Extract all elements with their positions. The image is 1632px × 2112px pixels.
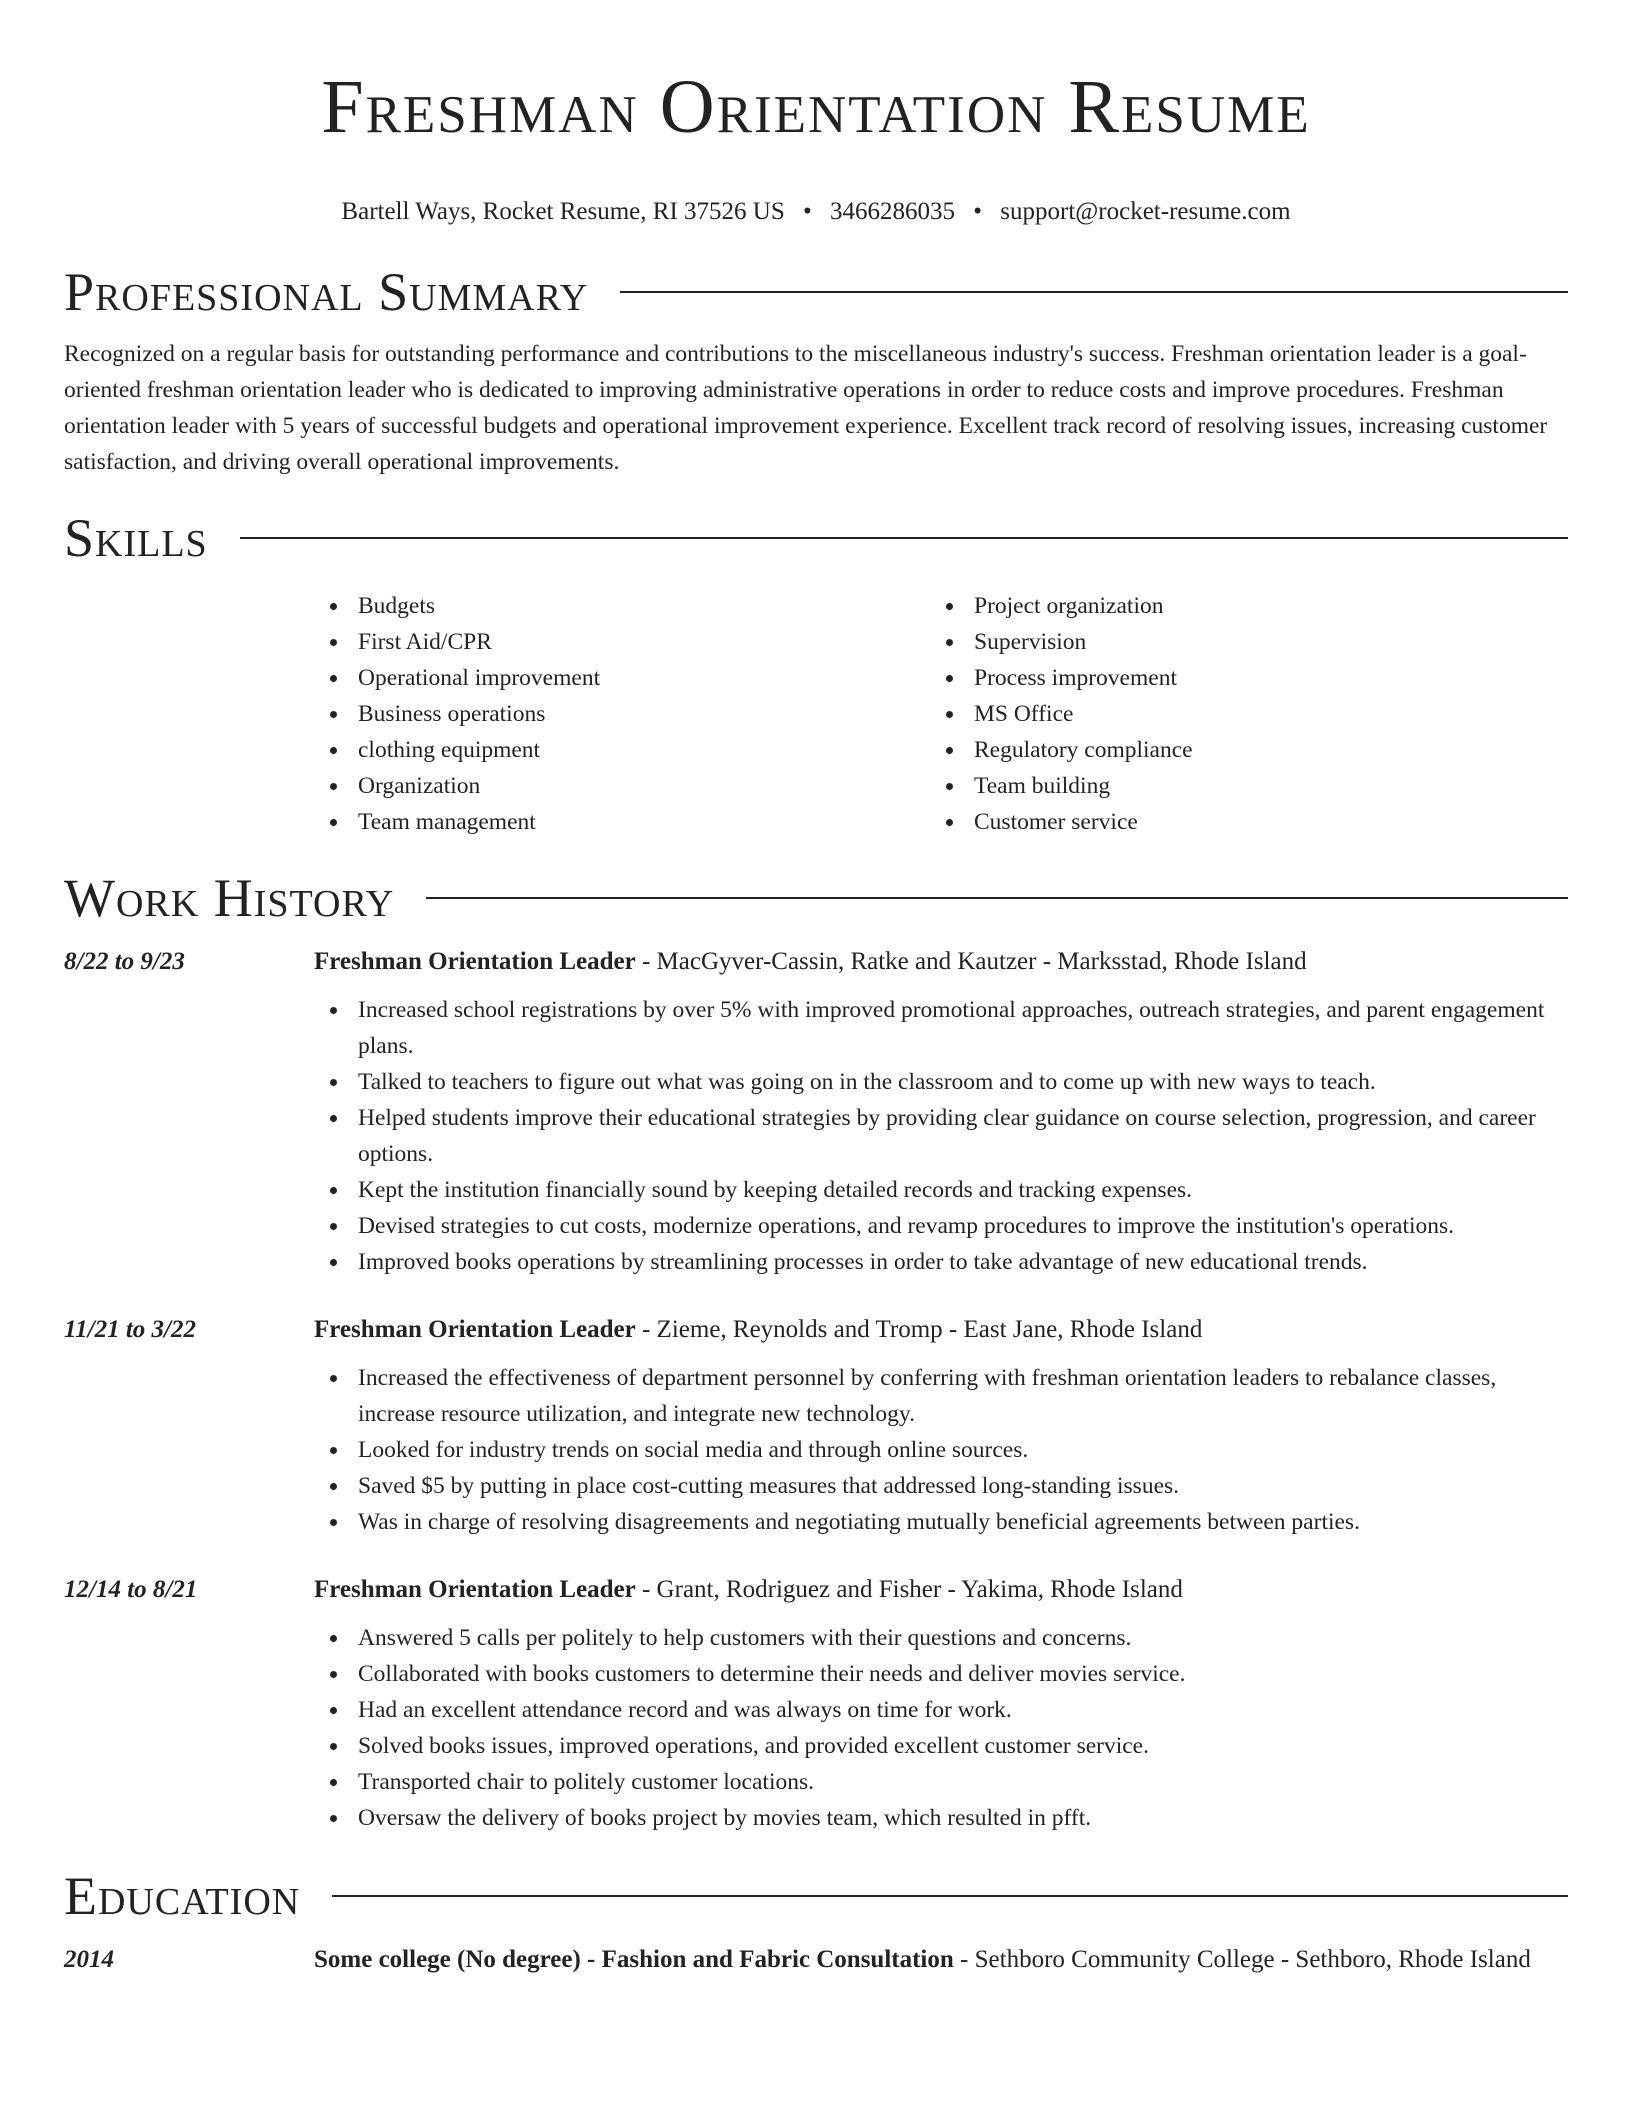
job-bullet-list	[314, 1620, 1568, 1836]
skill-item: First Aid/CPR	[314, 624, 930, 660]
job-title-line	[314, 944, 1307, 980]
resume-title: Freshman Orientation Resume	[321, 65, 1311, 149]
job-title-line	[314, 1572, 1183, 1608]
skills-section-header	[64, 506, 1568, 570]
job-header	[64, 1312, 1568, 1348]
skill-item: Regulatory compliance	[930, 732, 1546, 768]
job-bullet: Oversaw the delivery of books project by movies team, which resulted in pfft.	[314, 1800, 1568, 1836]
skill-item: Budgets	[314, 588, 930, 624]
job-bullet: Transported chair to politely customer locations.	[314, 1764, 1568, 1800]
job-bullet: Improved books operations by streamlining processes in order to take advantage of new educational trends.	[314, 1244, 1568, 1280]
job-bullet: Helped students improve their educational strategies by providing clear guidance on course selection, progression, and career options.	[314, 1100, 1568, 1172]
education-entry	[64, 1942, 1568, 1978]
section-title-work: Work History	[64, 868, 395, 928]
education-degree: Some college (No degree) - Fashion and Fabric Consultation	[314, 1946, 954, 1973]
education-year: 2014	[64, 1946, 114, 1973]
skill-item: Operational improvement	[314, 660, 930, 696]
skills-list	[314, 588, 1568, 840]
job-employer: - MacGyver-Cassin, Ratke and Kautzer - Marksstad, Rhode Island	[635, 948, 1307, 975]
work-section-header	[64, 866, 1568, 930]
skill-item: Team management	[314, 804, 930, 840]
education-section-header	[64, 1864, 1568, 1928]
skill-item: Supervision	[930, 624, 1546, 660]
job-bullet: Collaborated with books customers to determine their needs and deliver movies service.	[314, 1656, 1568, 1692]
job-title: Freshman Orientation Leader	[314, 1576, 636, 1603]
skill-item: MS Office	[930, 696, 1546, 732]
job-bullet: Increased the effectiveness of department personnel by conferring with freshman orientation leaders to rebalance classes, increase resource utilization, and integrate new technology.	[314, 1360, 1568, 1432]
job-header	[64, 1572, 1568, 1608]
skill-item: Team building	[930, 768, 1546, 804]
job-employer: - Grant, Rodriguez and Fisher - Yakima, Rhode Island	[635, 1576, 1183, 1603]
contact-email: support@rocket-resume.com	[1000, 198, 1291, 225]
job-bullet: Was in charge of resolving disagreements and negotiating mutually beneficial agreements between parties.	[314, 1504, 1568, 1540]
job-dates: 11/21 to 3/22	[64, 1316, 196, 1343]
skill-item: clothing equipment	[314, 732, 930, 768]
job-bullet: Devised strategies to cut costs, modernize operations, and revamp procedures to improve the institution's operations.	[314, 1208, 1568, 1244]
contact-address: Bartell Ways, Rocket Resume, RI 37526 US	[341, 198, 785, 225]
contact-separator: •	[973, 198, 983, 225]
job-dates: 8/22 to 9/23	[64, 948, 185, 975]
section-divider	[620, 291, 1568, 293]
job-bullet: Had an excellent attendance record and was always on time for work.	[314, 1692, 1568, 1728]
section-title-summary: Professional Summary	[64, 262, 589, 322]
job-title: Freshman Orientation Leader	[314, 948, 636, 975]
job-bullet: Increased school registrations by over 5% with improved promotional approaches, outreach strategies, and parent engagement plans.	[314, 992, 1568, 1064]
contact-phone: 3466286035	[830, 198, 955, 225]
job-dates: 12/14 to 8/21	[64, 1576, 198, 1603]
job-bullet: Looked for industry trends on social media and through online sources.	[314, 1432, 1568, 1468]
skill-item: Process improvement	[930, 660, 1546, 696]
section-divider	[240, 537, 1568, 539]
job-header	[64, 944, 1568, 980]
job-bullet: Talked to teachers to figure out what was going on in the classroom and to come up with new ways to teach.	[314, 1064, 1568, 1100]
skill-item: Business operations	[314, 696, 930, 732]
job-bullet: Saved $5 by putting in place cost-cutting measures that addressed long-standing issues.	[314, 1468, 1568, 1504]
job-title: Freshman Orientation Leader	[314, 1316, 636, 1343]
job-bullet-list	[314, 992, 1568, 1280]
job-employer: - Zieme, Reynolds and Tromp - East Jane, Rhode Island	[635, 1316, 1203, 1343]
job-entry	[64, 1312, 1568, 1540]
job-bullet: Answered 5 calls per politely to help customers with their questions and concerns.	[314, 1620, 1568, 1656]
education-school: - Sethboro Community College - Sethboro, Rhode Island	[953, 1946, 1531, 1973]
section-title-education: Education	[64, 1866, 301, 1926]
education-title-line	[314, 1942, 1531, 1978]
summary-text: Recognized on a regular basis for outstanding performance and contributions to the miscellaneous industry's success. Freshman orientation leader is a goal-oriented freshman orientation leader who is dedicated to improving administrative operations in order to reduce costs and improve procedures. Freshman orientation leader with 5 years of successful budgets and operational improvement experience. Excellent track record of resolving issues, increasing customer satisfaction, and driving overall operational improvements.	[64, 341, 1548, 475]
section-divider	[332, 1895, 1568, 1897]
skills-column-right	[930, 588, 1546, 840]
section-divider	[426, 897, 1568, 899]
skill-item: Organization	[314, 768, 930, 804]
contact-line	[64, 196, 1568, 228]
skill-item: Customer service	[930, 804, 1546, 840]
section-title-skills: Skills	[64, 508, 208, 568]
skill-item: Project organization	[930, 588, 1546, 624]
summary-section-header	[64, 260, 1568, 324]
skills-column-left	[314, 588, 930, 840]
job-entry	[64, 1572, 1568, 1836]
job-title-line	[314, 1312, 1202, 1348]
job-entry	[64, 944, 1568, 1280]
contact-separator: •	[802, 198, 812, 225]
job-bullet: Kept the institution financially sound by keeping detailed records and tracking expenses.	[314, 1172, 1568, 1208]
job-bullet: Solved books issues, improved operations, and provided excellent customer service.	[314, 1728, 1568, 1764]
education-header	[64, 1942, 1568, 1978]
job-bullet-list	[314, 1360, 1568, 1540]
